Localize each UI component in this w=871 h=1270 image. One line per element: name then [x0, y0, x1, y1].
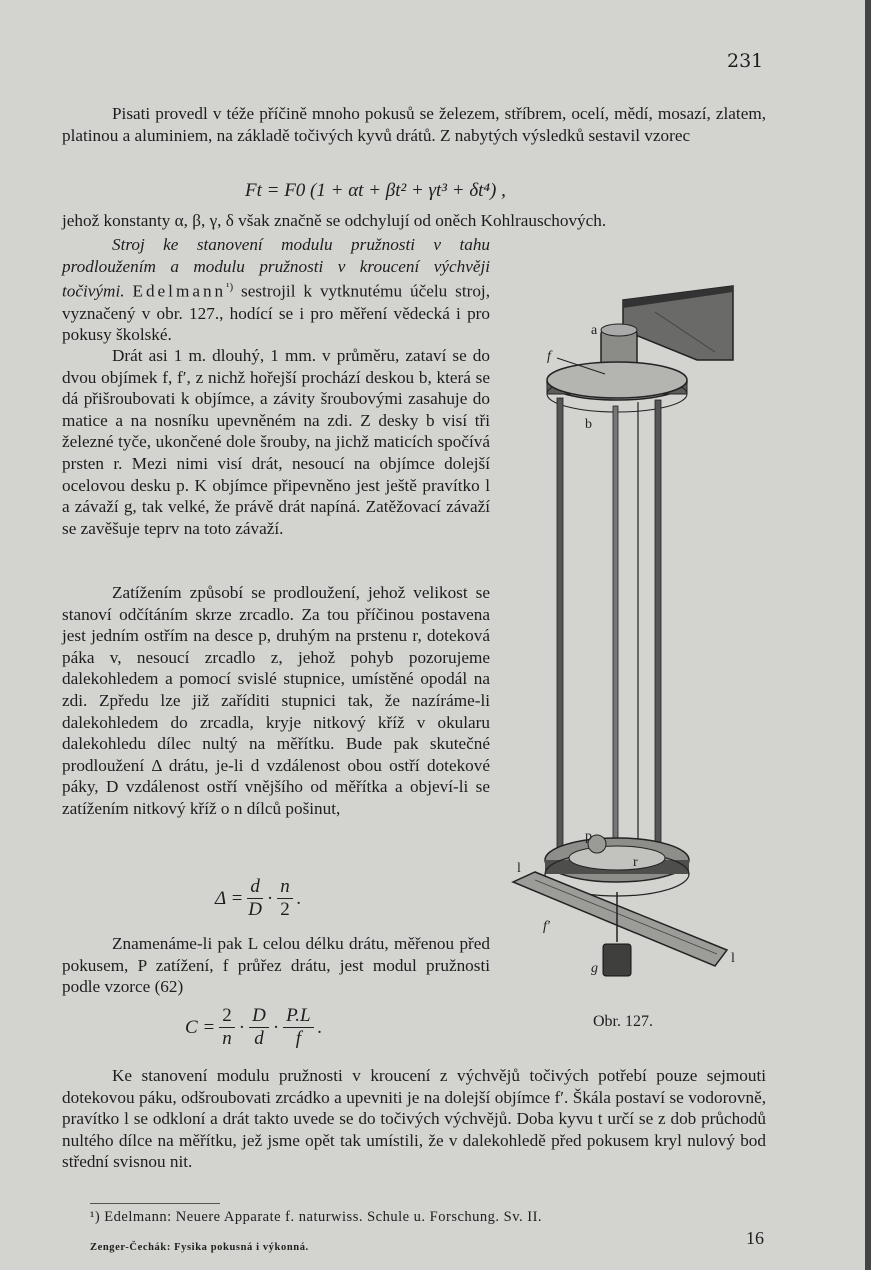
- closing-paragraph: Ke stanovení modulu pružnosti v kroucení z výchvějů točivých potřebí pouze sejmouti dotekovou páku, odšroubovati zrcádko a upevniti je na dolejší objímce f′. Škála postaví se vodorovně, pravítko l se odkloní a drát takto uvede se do točivých výchvějů. Doba kyvu t určí se z dob průchodů nultého dílce na měřítku, jež jsme opět tak umístili, že v dalekohledě před pokusem kryl nulový bod střední svisnou nit.: [62, 1066, 766, 1172]
- paragraph-wire: Drát asi 1 m. dlouhý, 1 mm. v průměru, zataví se do dvou objímek f, f′, z nichž hořejší prochází deskou b, která se dá přišroubovati k objímce, a závity šroubovými zasahuje do matice a na nosníku upevněném na zdi. Z desky b visí tři železné tyče, ukončené dole šrouby, na jichž maticích spočívá prsten r. Mezi nimi visí drát, nesoucí na objímce dolejší ocelovou desku p. K objímce připevněno jest ještě pravítko l a závaží g, tak velké, že právě drát napíná. Zatěžovací závaží se zavěšuje teprv na toto závaží.: [62, 346, 490, 538]
- section-paragraph: [62, 234, 490, 346]
- frac-num: D: [249, 1005, 269, 1028]
- label-p: p: [585, 829, 592, 844]
- label-b: b: [585, 417, 592, 432]
- imprint: Zenger-Čechák: Fysika pokusná i výkonná.: [90, 1242, 309, 1253]
- frac-den: n: [222, 1028, 232, 1049]
- label-g: g: [591, 961, 598, 976]
- top-plate-b: [547, 362, 687, 412]
- figure-caption: Obr. 127.: [593, 1013, 653, 1030]
- label-a: a: [591, 323, 598, 338]
- signature-mark: 16: [746, 1228, 764, 1248]
- label-r: r: [633, 855, 638, 870]
- fraction-d-over-D: [247, 876, 263, 921]
- frac-num: n: [277, 876, 293, 899]
- iron-rods: [557, 398, 661, 876]
- footnote-rule: [90, 1203, 220, 1204]
- formula-tail: .: [296, 887, 302, 909]
- apparatus-illustration: [505, 282, 775, 992]
- wall-bracket: [623, 286, 733, 360]
- fraction-2-over-n: [219, 1005, 235, 1050]
- page-number: 231: [727, 50, 764, 72]
- formula-delta: Δ = $\frac{d}{D}$ · $\frac{n}{2}$ .: [215, 876, 302, 920]
- fraction-PL-over-f: [283, 1005, 313, 1050]
- formula-delta-lhs: Δ =: [215, 887, 244, 909]
- frac-den: 2: [280, 899, 290, 920]
- frac-num: d: [247, 876, 263, 899]
- intro-paragraph: Pisati provedl v téže příčině mnoho pokusů se železem, stříbrem, ocelí, mědí, mosazí, zlatem, platinou a aluminiem, na základě točivých kyvů drátů. Z nabytých výsledků sestavil vzorec: [62, 104, 766, 145]
- author-name: Edelmann: [132, 281, 227, 301]
- figure-127: [505, 282, 775, 992]
- label-l-left: l: [517, 861, 521, 876]
- page-edge-shadow: [865, 0, 871, 1270]
- formula-temperature: Ft = F0 (1 + αt + βt² + γt³ + δt⁴) ,: [245, 180, 506, 201]
- fraction-n-over-2: [277, 876, 293, 921]
- frac-num: P.L: [283, 1005, 313, 1028]
- frac-den: D: [248, 899, 262, 920]
- section-first-para: sestrojil k vytknutému účelu stroj, vyznačený v obr. 127., hodící se i pro měření vědecká i pro pokusy školské.: [62, 281, 490, 345]
- footnote: ¹) Edelmann: Neuere Apparate f. naturwiss. Schule u. Forschung. Sv. II.: [90, 1209, 543, 1225]
- frac-den: d: [254, 1028, 264, 1049]
- label-f: f: [547, 349, 551, 364]
- frac-num: 2: [219, 1005, 235, 1028]
- formula-modulus: C = $\frac{2}{n}$ · $\frac{D}{d}$ · $\frac{P.L}{f}$ .: [185, 1005, 323, 1049]
- frac-den: f: [295, 1028, 302, 1049]
- fraction-D-over-d: [249, 1005, 269, 1050]
- formula-modulus-lhs: C =: [185, 1016, 216, 1038]
- label-f-prime: f′: [543, 919, 550, 934]
- label-l-right: l: [731, 951, 735, 966]
- paragraph-modulus: Znamenáme-li pak L celou délku drátu, měřenou před pokusem, P zatížení, f průřez drátu, jest modul pružnosti podle vzorce (62): [62, 934, 490, 997]
- section-heading: Stroj ke stanovení modulu pružnosti v tahu prodloužením a modulu pružnosti v kroucení výchvěji točivými.: [62, 235, 490, 301]
- footnote-mark: ¹): [226, 281, 234, 294]
- formula-tail: .: [317, 1016, 323, 1038]
- intro-after-formula: jehož konstanty α, β, γ, δ však značně se odchylují od oněch Kohlrauschových.: [62, 211, 607, 230]
- paragraph-load: Zatížením způsobí se prodloužení, jehož velikost se stanoví odčítáním skrze zrcadlo. Za tou příčinou postavena jest jedním ostřím na desce p, druhým na prstenu r, doteková páka v, nesoucí zrcadlo z, jehož pohyb pozorujeme dalekohledem a pomocí svislé stupnice, umístěné opodál na zdi. Zpředu lze již zaříditi stupnici tak, že nazíráme-li dalekohledem do zrcadla, kryje nitkový kříž v okularu dalekohledu dílec nultý na měřítku. Bude pak skutečné prodloužení Δ drátu, je-li d vzdálenost obou ostří dotekové páky, D vzdálenost ostří vnějšího od měřítka a objeví-li se zatížením nitkový kříž o n dílců pošinut,: [62, 583, 490, 818]
